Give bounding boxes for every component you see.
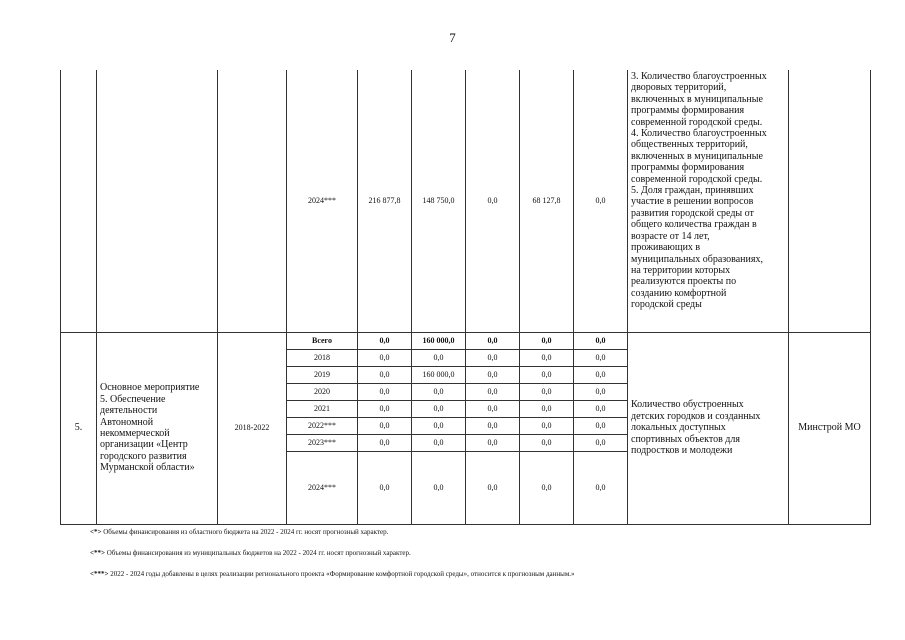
- indicator-line: реализуются проекты по: [631, 276, 737, 288]
- value-cell: 0,0: [520, 451, 574, 524]
- value-cell: 160 000,0: [412, 332, 466, 349]
- year-cell: 2024***: [287, 70, 358, 332]
- indicator-line: включенных в муниципальные: [631, 93, 763, 105]
- indicator-line: 5. Доля граждан, принявших: [631, 185, 754, 197]
- footnote-text: Объемы финансирования из областного бюджета на 2022 - 2024 гг. носят прогнозный характер.: [101, 528, 389, 536]
- item-executor-cell: Минстрой МО: [789, 332, 871, 524]
- name-cell: [97, 70, 218, 332]
- item-period-cell: 2018-2022: [218, 332, 287, 524]
- value-cell: 0,0: [358, 400, 412, 417]
- value-cell: 0,0: [466, 400, 520, 417]
- value-cell: 0,0: [412, 349, 466, 366]
- indicator-line: на территории которых: [631, 264, 731, 276]
- value-cell: 148 750,0: [412, 70, 466, 332]
- year-cell: 2020: [287, 383, 358, 400]
- item-name-line: деятельности: [100, 405, 158, 417]
- indicator-line: проживающих в: [631, 242, 701, 254]
- item-name-line: Мурманской области»: [100, 462, 195, 474]
- financing-table: [60, 70, 871, 525]
- indicator-line: дворовых территорий,: [631, 82, 727, 94]
- value-cell: 0,0: [358, 434, 412, 451]
- footnotes: [90, 528, 575, 591]
- indicator-line: муниципальных образованиях,: [631, 253, 763, 265]
- value-cell: 160 000,0: [412, 366, 466, 383]
- table-row: [61, 70, 871, 332]
- indicator-line: программы формирования: [631, 105, 745, 117]
- value-cell: 0,0: [574, 366, 628, 383]
- indicators-cell: [628, 70, 789, 332]
- value-cell: 0,0: [466, 417, 520, 434]
- number-cell: [61, 70, 97, 332]
- value-cell: 0,0: [466, 383, 520, 400]
- indicator-line: Количество обустроенных: [631, 399, 744, 411]
- value-cell: 0,0: [466, 434, 520, 451]
- value-cell: 0,0: [358, 383, 412, 400]
- indicator-line: созданию комфортной: [631, 287, 727, 299]
- value-cell: 0,0: [520, 383, 574, 400]
- year-cell: 2021: [287, 400, 358, 417]
- indicator-line: детских городков и созданных: [631, 410, 761, 422]
- item-name-line: городского развития: [100, 450, 187, 462]
- value-cell: 0,0: [574, 383, 628, 400]
- indicator-line: современной городской среды.: [631, 173, 763, 185]
- item-number-cell: 5.: [61, 332, 97, 524]
- indicator-line: возрасте от 14 лет,: [631, 230, 710, 242]
- value-cell: 0,0: [520, 400, 574, 417]
- value-cell: 0,0: [574, 417, 628, 434]
- year-cell: 2018: [287, 349, 358, 366]
- item-name-cell: [97, 332, 218, 524]
- indicator-line: спортивных объектов для: [631, 433, 740, 445]
- indicator-line: 4. Количество благоустроенных: [631, 128, 767, 140]
- value-cell: 0,0: [520, 366, 574, 383]
- footnote-mark: <***>: [90, 570, 109, 578]
- item-name-line: 5. Обеспечение: [100, 393, 166, 405]
- value-cell: 0,0: [412, 451, 466, 524]
- period-cell: [218, 70, 287, 332]
- value-cell: 0,0: [574, 434, 628, 451]
- value-cell: 0,0: [358, 451, 412, 524]
- value-cell: 0,0: [574, 349, 628, 366]
- item-name-line: некоммерческой: [100, 428, 170, 439]
- value-cell: 0,0: [520, 349, 574, 366]
- footnote: [90, 570, 575, 591]
- year-cell: 2022***: [287, 417, 358, 434]
- value-cell: 0,0: [358, 366, 412, 383]
- indicator-line: развития городской среды от: [631, 207, 754, 219]
- value-cell: 0,0: [358, 349, 412, 366]
- indicator-line: городской среды: [631, 299, 702, 311]
- table-row: [61, 332, 871, 349]
- value-cell: 0,0: [466, 70, 520, 332]
- item-name-line: Автономной: [100, 416, 154, 428]
- value-cell: 0,0: [466, 332, 520, 349]
- value-cell: 68 127,8: [520, 70, 574, 332]
- value-cell: 0,0: [358, 417, 412, 434]
- value-cell: 0,0: [574, 451, 628, 524]
- year-cell: Всего: [287, 332, 358, 349]
- value-cell: 0,0: [520, 417, 574, 434]
- indicator-line: общественных территорий,: [631, 139, 748, 151]
- item-name-line: организации «Центр: [100, 439, 188, 451]
- indicator-line: участие в решении вопросов: [631, 196, 754, 208]
- item-indicator-cell: [628, 332, 789, 524]
- executor-cell: [789, 70, 871, 332]
- year-cell: 2023***: [287, 434, 358, 451]
- footnote: [90, 528, 575, 549]
- value-cell: 216 877,8: [358, 70, 412, 332]
- year-cell: 2019: [287, 366, 358, 383]
- value-cell: 0,0: [358, 332, 412, 349]
- indicator-line: локальных доступных: [631, 422, 726, 434]
- footnote-text: Объемы финансирования из муниципальных бюджетов на 2022 - 2024 гг. носят прогнозный характер.: [104, 549, 411, 557]
- footnote-mark: <**>: [90, 549, 105, 557]
- value-cell: 0,0: [412, 383, 466, 400]
- indicator-line: подростков и молодежи: [631, 445, 733, 457]
- indicator-line: 3. Количество благоустроенных: [631, 71, 767, 82]
- footnote-mark: <*>: [90, 528, 102, 536]
- value-cell: 0,0: [466, 451, 520, 524]
- value-cell: 0,0: [520, 332, 574, 349]
- page-number: 7: [449, 30, 456, 45]
- footnote-text: 2022 - 2024 годы добавлены в целях реализации регионального проекта «Формирование комфортной городской среды», относится к прогнозным данным.»: [108, 570, 575, 578]
- indicator-line: современной городской среды.: [631, 116, 763, 128]
- value-cell: 0,0: [574, 332, 628, 349]
- indicator-line: включенных в муниципальные: [631, 150, 763, 162]
- indicator-line: общего количества граждан в: [631, 219, 757, 231]
- year-cell: 2024***: [287, 451, 358, 524]
- value-cell: 0,0: [466, 366, 520, 383]
- value-cell: 0,0: [412, 400, 466, 417]
- value-cell: 0,0: [574, 400, 628, 417]
- footnote: [90, 549, 575, 570]
- value-cell: 0,0: [412, 417, 466, 434]
- value-cell: 0,0: [466, 349, 520, 366]
- item-name-line: Основное мероприятие: [100, 382, 200, 394]
- value-cell: 0,0: [574, 70, 628, 332]
- indicator-line: программы формирования: [631, 162, 745, 174]
- value-cell: 0,0: [412, 434, 466, 451]
- value-cell: 0,0: [520, 434, 574, 451]
